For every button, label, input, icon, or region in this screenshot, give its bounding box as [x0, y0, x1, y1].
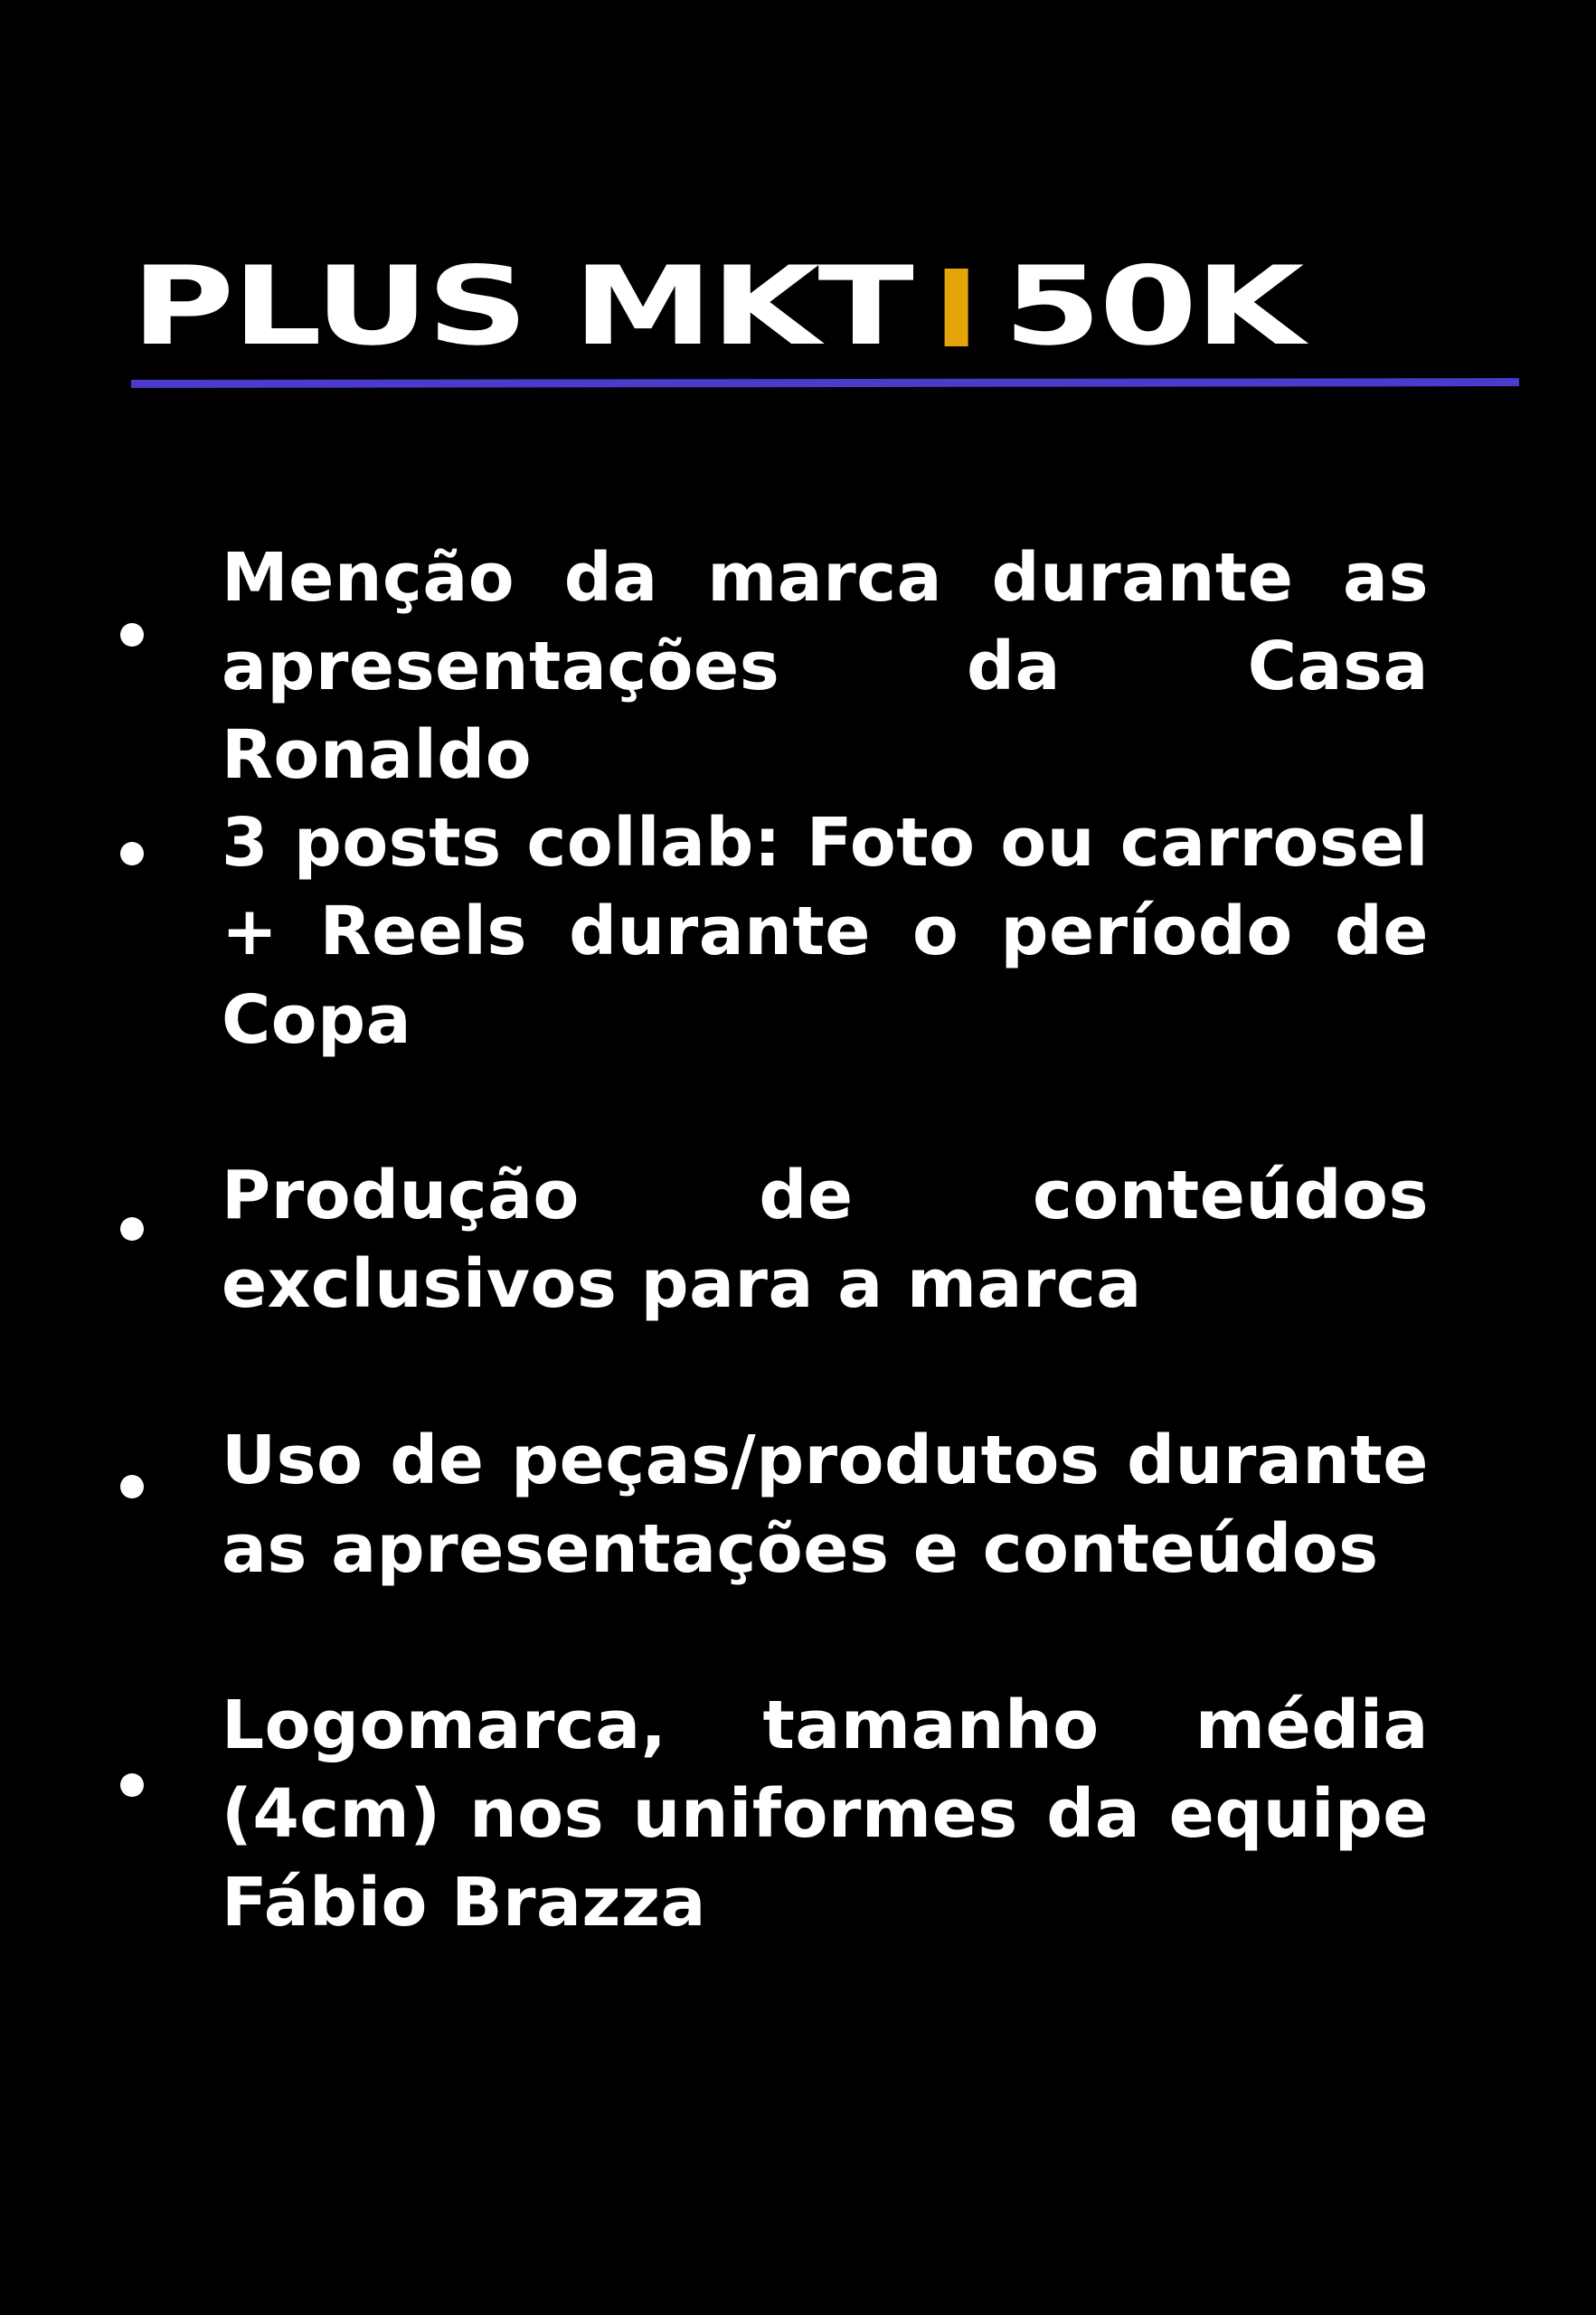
list-item-text: Produção de conteúdos exclusivos para a marca	[222, 1157, 1429, 1323]
title-left: PLUS MKT	[131, 244, 912, 370]
list-item-text: Uso de peças/produtos durante as apresentações e conteúdos	[222, 1422, 1429, 1588]
list-item-text: Menção da marca durante as apresentações da Casa Ronaldo	[222, 539, 1429, 794]
bullet-icon	[120, 1773, 144, 1797]
bullet-icon	[120, 623, 144, 647]
list-item-text: 3 posts collab: Foto ou carrosel + Reels durante o período de Copa	[222, 804, 1429, 1059]
bullet-icon	[120, 1217, 144, 1241]
title-right: 50K	[1003, 244, 1302, 370]
bullet-icon	[120, 1475, 144, 1498]
bullet-icon	[120, 842, 144, 865]
list-item-text: Logomarca, tamanho média (4cm) nos uniformes da equipe Fábio Brazza	[222, 1687, 1429, 1942]
